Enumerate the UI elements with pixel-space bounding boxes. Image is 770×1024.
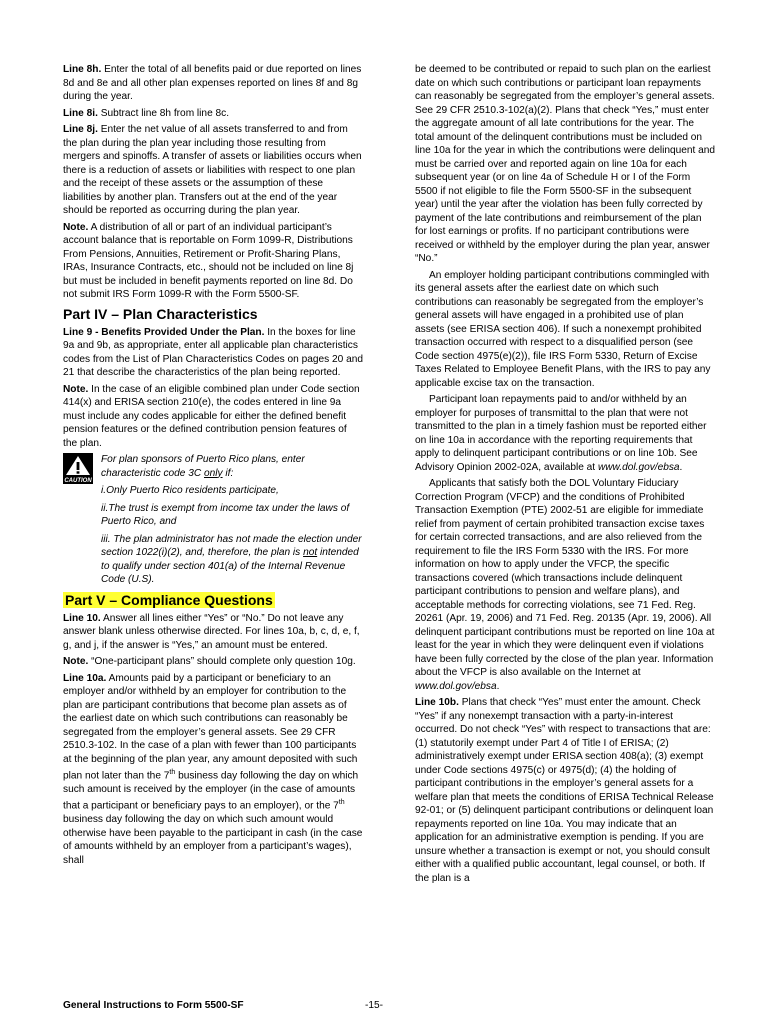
note-combined-plan-paragraph — [63, 383, 363, 451]
caution-item-ii: ii.The trust is exempt from income tax under the laws of Puerto Rico, and — [101, 502, 350, 527]
caution-item-iii-text: iii. The plan administrator has not made the election under section 1022(i)(2), and, therefore, the plan is — [101, 533, 362, 558]
ebsa-link[interactable]: www.dol.gov/ebsa — [597, 461, 680, 473]
page-number: -15- — [365, 1000, 384, 1011]
line-8h-text: Enter the total of all benefits paid or due reported on lines 8d and 8e and all other plan expenses reported on lines 8f and 8g during the year. — [63, 64, 362, 102]
note-one-participant-paragraph — [63, 655, 363, 669]
note-text: “One-participant plans” should complete only question 10g. — [88, 656, 356, 667]
loan-repayments-text: Participant loan repayments paid to and/or withheld by an employer for purposes of transmittal to the plan that were not transmitted to the plan in a timely fashion must be reported either on line 10a in accordance with the reporting requirements that apply to delinquent participant contributions or on line 10b. See Advisory Opinion 2002-02A, available at — [415, 394, 707, 473]
line-8i-paragraph — [63, 107, 363, 121]
line-10-paragraph — [63, 612, 363, 653]
caution-item-iii-tail: intended to qualify under section 401(a) of the Internal Revenue Code (U.S). — [101, 547, 359, 585]
loan-repayments-paragraph — [415, 393, 715, 474]
line-8i-text: Subtract line 8h from line 8c. — [97, 107, 230, 119]
left-column — [63, 63, 363, 870]
caution-item-iii — [101, 533, 363, 587]
line-8h-paragraph — [63, 63, 363, 104]
line-8j-label: Line 8j. — [63, 124, 98, 135]
caution-intro-emphasis: only — [203, 467, 223, 479]
caution-block — [63, 453, 363, 587]
line-8j-text: Enter the net value of all assets transferred to and from the plan during the plan year including those resulting from mergers and spinoffs. A transfer of assets or liabilities occurs when there is a reduction of assets or liabilities with respect to one plan and the receipt of these assets or the assumption of these liabilities by another plan. Transfers out at the end of the year should be reported as occurring during the plan year. — [63, 124, 362, 216]
note-label: Note. — [63, 383, 89, 395]
caution-icon-label: CAUTION — [64, 478, 92, 484]
loan-repayments-tail: . — [679, 461, 683, 473]
caution-icon — [63, 453, 93, 484]
vfcp-text: Applicants that satisfy both the DOL Voluntary Fiduciary Correction Program (VFCP) and the conditions of Prohibited Transaction Exemption (PTE) 2002-51 are eligible for immediate relief from payment of certain prohibited transaction excise taxes for certain corrected transactions, and are also relieved from the requirement to file the IRS Form 5330 with the IRS. For more information on how to apply under the VFCP, the specific transactions covered (which transactions include delinquent participant contributions to pension and welfare plans), and acceptable methods for correcting violations, see 71 Fed. Reg. 20261 (Apr. 19, 2006) and 71 Fed. Reg. 20135 (Apr. 19, 2006). All delinquent participant contributions must be reported on line 10a at least for the year in which they were delinquent even if violations have been fully corrected by the close of the plan year. Information about the VFCP is also available on the Internet at — [415, 478, 715, 678]
part-iv-heading: Part IV – Plan Characteristics — [63, 305, 258, 322]
note-label: Note. — [63, 656, 89, 667]
note-text: A distribution of all or part of an individual participant’s account balance that is reportable on Form 1099-R, Distributions From Pensions, Annuities, Retirement or Profit-Sharing Plans, IRAs, Insurance Contracts, etc., should not be included on line 8j but must be included in benefit payments reported on line 8d. Do not submit IRS Form 1099-R with the Form 5500-SF. — [63, 221, 354, 300]
line-10a-text-2: business day following the day on which such amount is received by the employer (in the case of amounts that a participant or beneficiary pays to an employer), or the 7 — [63, 770, 359, 812]
caution-intro — [101, 453, 363, 480]
vfcp-tail: . — [496, 680, 500, 692]
line-9-paragraph — [63, 326, 363, 380]
late-contributions-paragraph: be deemed to be contributed or repaid to such plan on the earliest date on which such contributions or participant loan repayments can reasonably be segregated from the employer’s general assets. See 29 CFR 2510.3-102(a)(2). Plans that check “Yes,” must enter the aggregate amount of all late contributions for the year. The total amount of the delinquent contributions must be included on line 10a for the year in which the contributions were delinquent and must be carried over and reported again on line 10a for each subsequent year (or on line 4a of Schedule H or I of the Form 5500 if not eligible to file the Form 5500-SF in the subsequent year) until the year after the violation has been fully corrected by payment of the late contributions and reimbursement of the plan for lost earnings or profits. If no participant contributions were received or withheld by the employer during the plan year, answer “No.” — [415, 64, 716, 264]
line-10b-text: Plans that check “Yes” must enter the amount. Check “Yes” if any nonexempt transaction with a party-in-interest occurred. Do not check “Yes” with respect to transactions that are: (1) statutorily exempt under Part 4 of Title I of ERISA; (2) administratively exempt under ERISA section 408(a); (3) exempt under Code sections 4975(c) or 4975(d); (4) the holding of participant contributions in the employer’s general assets for a welfare plan that meets the conditions of ERISA Technical Release 92-01; or (5) delinquent participant contributions or delinquent loan repayments reported on line 10a. You may indicate that an application for an administrative exemption is pending. If you are unsure whether a transaction is exempt or not, you should consult either with a qualified public accountant, legal counsel, or both. If the plan is a — [415, 697, 714, 884]
commingled-assets-paragraph: An employer holding participant contributions commingled with its general assets after the earliest date on which such contributions can reasonably be segregated from the employer’s general assets will have engaged in a prohibited use of plan assets (see ERISA section 406). If such a nonexempt prohibited transaction occurred with respect to a disqualified person (see Code section 4975(e)(2)), file IRS Form 5330, Return of Excise Taxes Related to Employee Benefit Plans, with the IRS to pay any applicable excise tax on the transaction. — [415, 269, 711, 389]
line-10b-label: Line 10b. — [415, 697, 459, 708]
line-8h-label: Line 8h. — [63, 64, 102, 75]
line-10a-paragraph — [63, 672, 363, 868]
right-column — [415, 63, 715, 888]
note-text: In the case of an eligible combined plan under Code section 414(x) and ERISA section 210(e), the codes entered in line 9a must include any codes applicable for either the defined benefit pension features or the defined contribution pension features of the plan. — [63, 383, 360, 449]
line-10a-label: Line 10a. — [63, 672, 107, 684]
footer-title: General Instructions to Form 5500-SF — [63, 1000, 244, 1011]
part-v-heading — [63, 591, 363, 609]
line-8i-label: Line 8i. — [63, 107, 98, 119]
line-10b-paragraph — [415, 696, 715, 885]
line-9-label: Line 9 - Benefits Provided Under the Plan. — [63, 326, 265, 338]
note-label: Note. — [63, 221, 89, 233]
caution-item-iii-emphasis: not — [303, 547, 318, 558]
vfcp-paragraph — [415, 477, 715, 693]
note-1099r-paragraph — [63, 221, 363, 302]
line-10-label: Line 10. — [63, 612, 101, 624]
part-v-heading-highlight: Part V – Compliance Questions — [65, 591, 273, 608]
line-10a-text-3: business day following the day on which such amount would otherwise have been payable to the participant in cash (in the case of amounts withheld by an employer from a participant’s wages), shall — [63, 814, 363, 866]
line-10-text: Answer all lines either “Yes” or “No.” Do not leave any answer blank unless otherwise directed. For lines 10a, b, c, d, e, f, g, and j, if the answer is “Yes,” an amount must be entered. — [63, 612, 360, 651]
line-10a-text-1: Amounts paid by a participant or beneficiary to an employer and/or withheld by an employer for contribution to the plan are participant contributions that become plan assets as of the earliest date on which such contributions can reasonably be segregated from the employer’s general assets. See 29 CFR 2510.3-102. In the case of a plan with fewer than 100 participants at the beginning of the plan year, any amount deposited with such plan not later than the 7 — [63, 672, 358, 782]
caution-intro-tail: if: — [222, 467, 234, 479]
line-9-text: In the boxes for line 9a and 9b, as appropriate, enter all applicable plan characteristics codes from the List of Plan Characteristics Codes on pages 20 and 21 that describe the characteristics of the plan being reported. — [63, 326, 363, 378]
caution-item-i: i.Only Puerto Rico residents participate, — [101, 485, 279, 496]
ebsa-link[interactable]: www.dol.gov/ebsa — [415, 680, 497, 692]
ordinal-suffix: th — [338, 799, 345, 807]
caution-intro-text: For plan sponsors of Puerto Rico plans, enter characteristic code 3C — [101, 454, 305, 479]
ordinal-suffix: th — [169, 769, 176, 776]
line-8j-paragraph — [63, 123, 363, 218]
